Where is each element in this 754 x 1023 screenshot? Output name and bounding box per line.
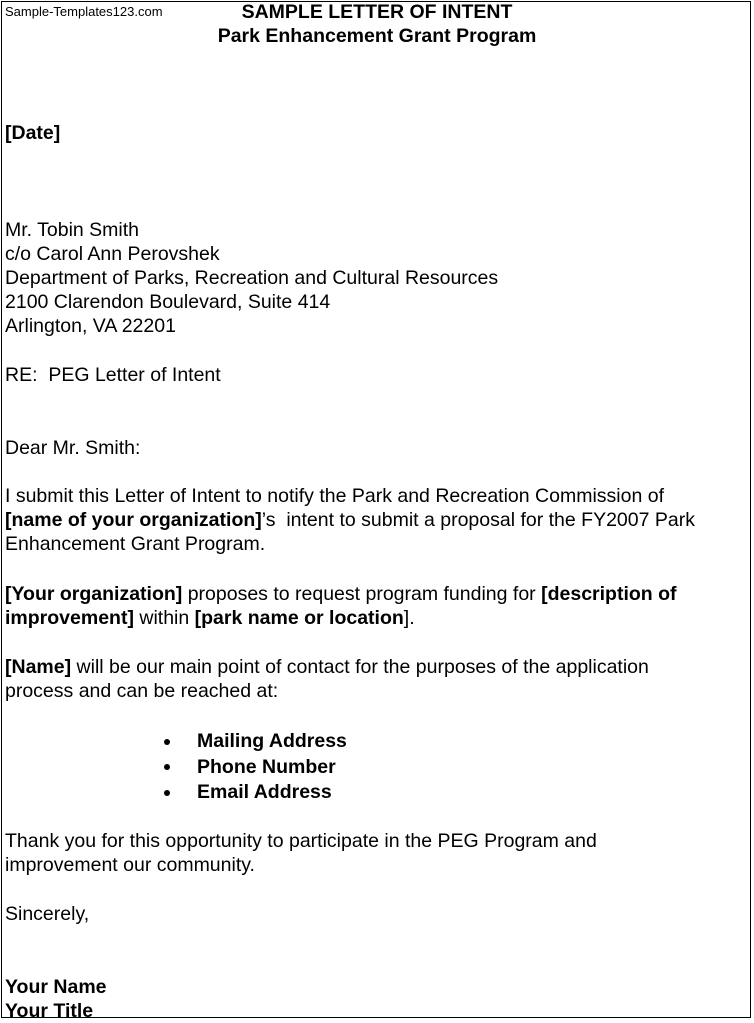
recipient-street: 2100 Clarendon Boulevard, Suite 414 (5, 291, 331, 313)
watermark: Sample-Templates123.com (5, 4, 163, 19)
paragraph-funding-line2 (5, 606, 677, 630)
bullet-icon (164, 764, 170, 770)
closing-line1: Thank you for this opportunity to participate in the PEG Program and (5, 830, 597, 852)
signature-title: Your Title (5, 1000, 94, 1022)
paragraph-intent-line2 (5, 508, 695, 532)
bullet-icon (164, 739, 170, 745)
salutation: Dear Mr. Smith: (5, 437, 141, 459)
paragraph-contact-line1-text: will be our main point of contact for the purposes of the application (71, 656, 649, 678)
paragraph-funding-end: ]. (403, 607, 415, 629)
closing-line2: improvement our community. (5, 854, 255, 876)
recipient-name: Mr. Tobin Smith (5, 219, 140, 241)
contact-item-label: Mailing Address (197, 730, 347, 752)
list-item (160, 729, 347, 755)
recipient-care-of: c/o Carol Ann Perovshek (5, 243, 220, 265)
your-organization-placeholder: [Your organization] (5, 583, 183, 605)
paragraph-funding (5, 582, 677, 630)
contact-items-list (160, 729, 347, 806)
valediction: Sincerely, (5, 903, 90, 925)
paragraph-funding-line1 (5, 582, 677, 606)
paragraph-contact (5, 655, 649, 703)
paragraph-contact-line1 (5, 655, 649, 679)
list-item (160, 755, 347, 781)
letter-subtitle: Park Enhancement Grant Program (217, 25, 537, 47)
signature-name: Your Name (5, 976, 107, 998)
paragraph-intent-line1: I submit this Letter of Intent to notify the Park and Recreation Commission of (5, 485, 664, 507)
contact-item-label: Phone Number (197, 755, 336, 778)
name-placeholder: [Name] (5, 656, 72, 678)
date-placeholder: [Date] (5, 122, 61, 144)
description-placeholder-part1: [description of (541, 583, 677, 605)
paragraph-intent (5, 484, 695, 556)
closing-paragraph (5, 829, 597, 877)
paragraph-intent-line2-text: ’s intent to submit a proposal for the FY2007 Park (261, 509, 695, 531)
park-location-placeholder: [park name or location (194, 607, 404, 629)
letter-title: SAMPLE LETTER OF INTENT (241, 1, 513, 23)
recipient-department: Department of Parks, Recreation and Cultural Resources (5, 267, 499, 289)
org-name-placeholder: [name of your organization] (5, 509, 262, 531)
bullet-icon (164, 790, 170, 796)
paragraph-intent-line3: Enhancement Grant Program. (5, 533, 266, 555)
paragraph-contact-line2: process and can be reached at: (5, 680, 279, 702)
description-placeholder-part2: improvement] (5, 607, 134, 629)
within-text: within (133, 607, 195, 629)
paragraph-funding-text: proposes to request program funding for (182, 583, 542, 605)
recipient-address (5, 218, 498, 338)
list-item (160, 780, 347, 806)
contact-item-label: Email Address (197, 781, 332, 803)
re-line: RE: PEG Letter of Intent (5, 364, 221, 386)
recipient-city: Arlington, VA 22201 (5, 315, 176, 337)
